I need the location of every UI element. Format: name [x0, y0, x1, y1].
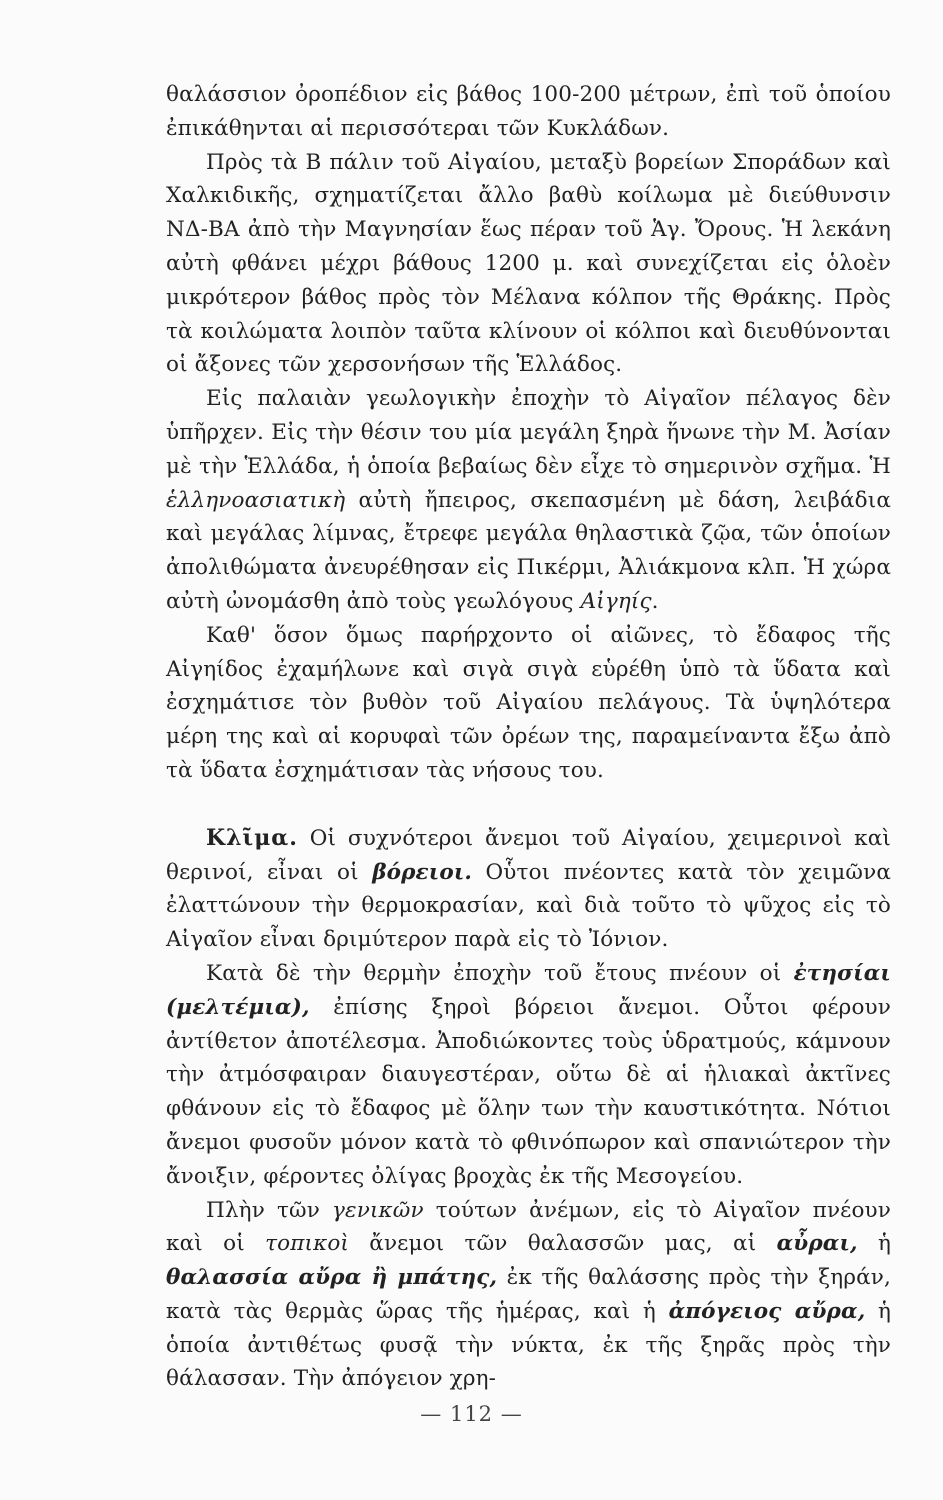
text-run: αὐτὴ ἤπειρος, σκεπασμένη μὲ δάση, λειβάδια καὶ μεγάλας λίμνας, ἔτρεφε μεγάλα θηλαστικὰ ζῷα, τῶν ὁποίων ἀπολιθώματα ἀνευρέθησαν εἰς Πικέρμι, Ἀλιάκμονα κλπ. Ἡ χώρα αὐτὴ ὠνομάσθη ἀπὸ τοὺς γεωλόγους — [166, 487, 891, 614]
page-number: — 112 — — [420, 1402, 523, 1426]
text-run: ἀπόγειος αὔρα, — [668, 1298, 866, 1324]
text-run: Πρὸς τὰ Β πάλιν τοῦ Αἰγαίου, μεταξὺ βορείων Σποράδων καὶ Χαλκιδικῆς, σχηματίζεται ἄλλο βαθὺ κοίλωμα μὲ διεύθυνσιν ΝΔ-ΒΑ ἀπὸ τὴν Μαγνησίαν ἕως πέραν τοῦ Ἁγ. Ὄρους. Ἡ λεκάνη αὐτὴ φθάνει μέχρι βάθους 1200 μ. καὶ συνεχίζεται εἰς ὁλοὲν μικρότερον βάθος πρὸς τὸν Μέλανα κόλπον τῆς Θράκης. Πρὸς τὰ κοιλώματα λοιπὸν ταῦτα κλίνουν οἱ κόλποι καὶ διευθύνονται οἱ ἄξονες τῶν χερσονήσων τῆς Ἑλλάδος. — [166, 149, 891, 378]
text-run: Οὗτοι πνέοντες κατὰ τὸν χειμῶνα ἐλαττώνουν τὴν θερμοκρασίαν, καὶ διὰ τοῦτο τὸ ψῦχος εἰς τὸ Αἰγαῖον εἶναι δριμύτερον παρὰ εἰς τὸ Ἰόνιον. — [166, 859, 891, 953]
text-run: ἐκ τῆς θαλάσσης πρὸς τὴν ξηράν, κατὰ τὰς θερμὰς ὥρας τῆς ἡμέρας, καὶ ἡ — [166, 1265, 891, 1324]
text-run: Εἰς παλαιὰν γεωλογικὴν ἐποχὴν τὸ Αἰγαῖον πέλαγος δὲν ὑπῆρχεν. Εἰς τὴν θέσιν του μία μεγάλη ξηρὰ ἥνωνε τὴν Μ. Ἀσίαν μὲ τὴν Ἑλλάδα, ἡ ὁποία βεβαίως δὲν εἶχε τὸ σημερινὸν σχῆμα. Ἡ — [166, 386, 891, 479]
text-run: Πλὴν τῶν — [206, 1197, 333, 1223]
text-run: γενικῶν — [332, 1197, 424, 1223]
text-run: ἡ — [857, 1231, 891, 1257]
text-run: Οἱ συχνότεροι ἄνεμοι τοῦ Αἰγαίου, χειμερινοὶ καὶ θερινοί, εἶναι οἱ — [166, 825, 891, 885]
paragraph — [166, 619, 891, 788]
paragraph — [166, 146, 891, 383]
paragraph — [166, 957, 891, 1194]
text-run: Κατὰ δὲ τὴν θερμὴν ἐποχὴν τοῦ ἔτους πνέουν οἱ — [206, 960, 794, 986]
text-run: θαλάσσιον ὀροπέδιον εἰς βάθος 100-200 μέτρων, ἐπὶ τοῦ ὁποίου ἐπικάθηνται αἱ περισσότεραι τῶν Κυκλάδων. — [166, 82, 891, 141]
paragraph — [166, 1194, 891, 1397]
paragraph — [166, 382, 891, 619]
text-run: ἡ ὁποία ἀντιθέτως φυσᾷ τὴν νύκτα, ἐκ τῆς ξηρᾶς πρὸς τὴν θάλασσαν. Τὴν ἀπόγειον χρη- — [166, 1298, 892, 1392]
text-run: Αἰγηίς — [580, 588, 652, 614]
text-run: ἑλληνοασιατικὴ — [166, 487, 346, 513]
text-run: βόρειοι. — [372, 859, 473, 885]
text-run: τούτων ἀνέμων, εἰς τὸ Αἰγαῖον πνέουν καὶ οἱ — [166, 1197, 891, 1257]
text-run: . — [651, 588, 659, 614]
text-run: τοπικοὶ — [265, 1231, 349, 1257]
body-text — [166, 78, 891, 1396]
text-run: αὖραι, — [776, 1231, 858, 1257]
text-run: ἄνεμοι τῶν θαλασσῶν μας, αἱ — [349, 1231, 777, 1257]
section-heading: Κλῖμα. — [206, 824, 298, 851]
text-run: ἐτησίαι (μελτέμια), — [166, 960, 891, 1020]
text-run: Καθ' ὅσον ὅμως παρήρχοντο οἱ αἰῶνες, τὸ ἔδαφος τῆς Αἰγηίδος ἐχαμήλωνε καὶ σιγὰ σιγὰ εὑρέθη ὑπὸ τὰ ὕδατα καὶ ἐσχημάτισε τὸν βυθὸν τοῦ Αἰγαίου πελάγους. Τὰ ὑψηλότερα μέρη της καὶ αἱ κορυφαὶ τῶν ὀρέων της, παραμείναντα ἔξω ἀπὸ τὰ ὕδατα ἐσχημάτισαν τὰς νήσους του. — [166, 622, 891, 783]
text-run: θαλασσία αὔρα ἢ μπάτης, — [166, 1265, 498, 1291]
paragraph — [166, 78, 891, 146]
paragraph — [166, 822, 891, 957]
text-run: ἐπίσης ξηροὶ βόρειοι ἄνεμοι. Οὗτοι φέρουν ἀντίθετον ἀποτέλεσμα. Ἀποδιώκοντες τοὺς ὑδρατμούς, κάμνουν τὴν ἀτμόσφαιραν διαυγεστέραν, οὕτω δὲ αἱ ἡλιακαὶ ἀκτῖνες φθάνουν εἰς τὸ ἔδαφος μὲ ὅλην των τὴν καυστικότητα. Νότιοι ἄνεμοι φυσοῦν μόνον κατὰ τὸ φθινόπωρον καὶ σπανιώτερον τὴν ἄνοιξιν, φέροντες ὀλίγας βροχὰς ἐκ τῆς Μεσογείου. — [166, 994, 891, 1189]
